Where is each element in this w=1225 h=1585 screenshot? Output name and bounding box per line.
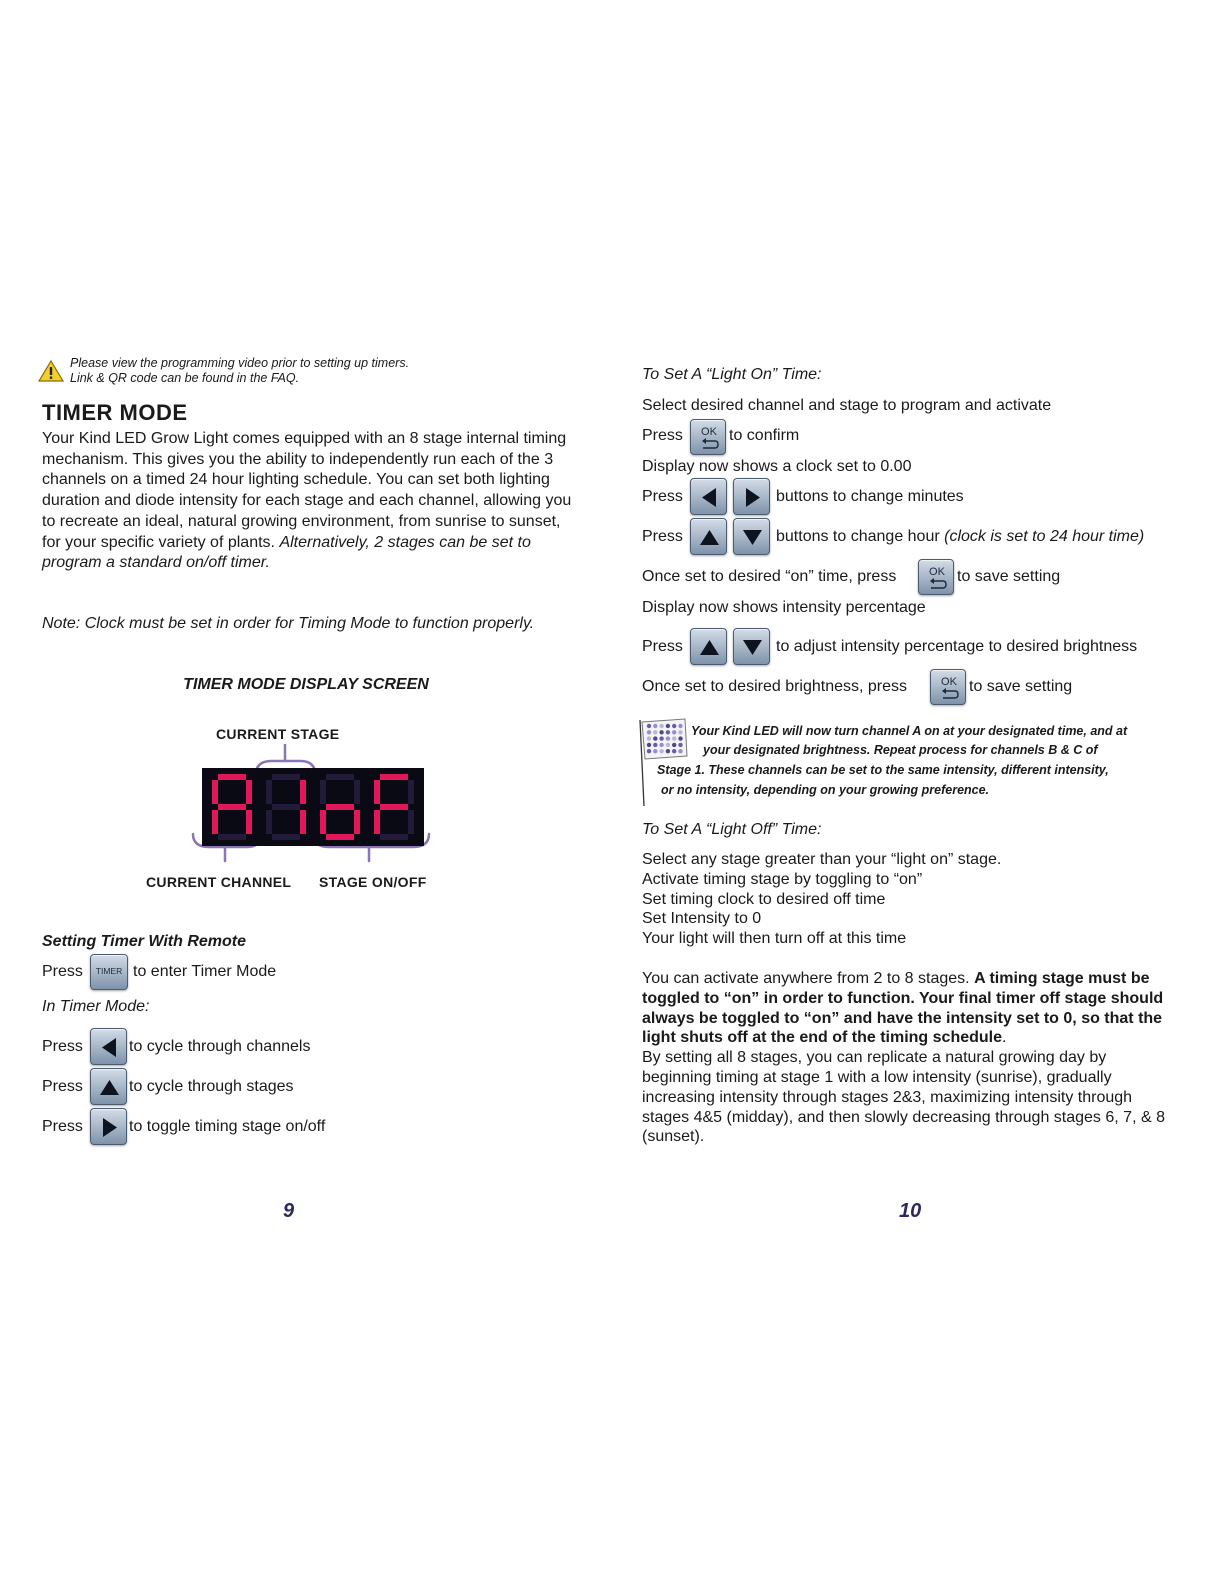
tip-line-3: Stage 1. These channels can be set to the same intensity, different intensity,	[657, 763, 1109, 777]
confirm-text: to confirm	[729, 427, 800, 444]
digit-segment	[320, 810, 326, 834]
warning-note	[70, 356, 409, 386]
ok-key-label: OK	[941, 676, 957, 688]
off-step: Select any stage greater than your “light on” stage.	[642, 851, 1002, 868]
digit-segment	[218, 804, 246, 810]
up-arrow-icon	[691, 519, 728, 556]
right-arrow-key	[90, 1108, 127, 1145]
page-number-left: 9	[283, 1200, 295, 1222]
ok-key	[918, 559, 954, 595]
led-dot	[678, 749, 682, 753]
down-arrow-key	[733, 628, 770, 665]
tip-line-2: your designated brightness. Repeat process for channels B & C of	[703, 743, 1098, 757]
down-arrow-icon	[734, 519, 771, 556]
once-brightness-text: Once set to desired brightness, press	[642, 678, 908, 695]
led-dot	[647, 749, 651, 753]
once-on-time-text: Once set to desired “on” time, press	[642, 568, 897, 585]
change-hour-note: (clock is set to 24 hour time)	[944, 528, 1145, 545]
led-dot	[653, 743, 657, 747]
digit-segment	[354, 810, 360, 834]
press-label: Press	[642, 528, 683, 545]
final-plain-text: You can activate anywhere from 2 to 8 stages.	[642, 970, 970, 987]
down-arrow-icon	[734, 629, 771, 666]
led-dot	[678, 724, 682, 728]
off-step: Set Intensity to 0	[642, 910, 762, 928]
final-paragraph	[642, 969, 1170, 1147]
digit-segment	[246, 780, 252, 804]
led-dot	[678, 743, 682, 747]
ok-key-label: OK	[929, 566, 945, 578]
led-dot	[678, 736, 682, 740]
intro-paragraph	[42, 429, 572, 574]
warning-line-1: Please view the programming video prior to setting up timers.	[70, 356, 410, 370]
press-label: Press	[42, 1078, 83, 1095]
digit-segment	[326, 804, 354, 810]
up-arrow-key	[690, 518, 727, 555]
led-dot	[659, 736, 663, 740]
seven-segment-digits	[202, 768, 424, 846]
led-dot	[653, 749, 657, 753]
led-dot	[659, 743, 663, 747]
in-timer-mode-heading: In Timer Mode:	[42, 998, 150, 1015]
digit-segment	[380, 804, 408, 810]
led-dot	[659, 724, 663, 728]
clock-note: Note: Clock must be set in order for Timing Mode to function properly.	[42, 615, 535, 632]
led-dot	[672, 749, 676, 753]
cycle-channels-text: to cycle through channels	[129, 1038, 311, 1055]
page-number-right: 10	[899, 1200, 922, 1222]
label-stage-onoff: STAGE ON/OFF	[319, 874, 427, 890]
led-dot	[672, 736, 676, 740]
save-setting-text: to save setting	[969, 678, 1073, 695]
change-minutes-text: buttons to change minutes	[776, 488, 964, 505]
ok-key-label: OK	[701, 426, 717, 438]
led-dot	[672, 724, 676, 728]
led-dot	[653, 736, 657, 740]
display-clock-step: Display now shows a clock set to 0.00	[642, 458, 912, 475]
press-label: Press	[42, 1038, 83, 1055]
change-hour-label: buttons to change hour	[776, 528, 940, 545]
up-arrow-key	[90, 1068, 127, 1105]
adjust-intensity-text: to adjust intensity percentage to desired brightness	[776, 638, 1138, 655]
digit-segment	[272, 834, 300, 840]
tip-line-4: or no intensity, depending on your growing preference.	[661, 783, 990, 797]
light-off-heading: To Set A “Light Off” Time:	[642, 821, 822, 838]
digit-segment	[354, 780, 360, 804]
warning-icon	[38, 360, 64, 382]
final-end: .	[1002, 1029, 1007, 1047]
press-label: Press	[42, 963, 83, 980]
press-label: Press	[642, 427, 683, 444]
press-label: Press	[642, 638, 683, 655]
label-current-channel: CURRENT CHANNEL	[146, 874, 292, 890]
left-arrow-key	[90, 1028, 127, 1065]
digit-segment	[300, 780, 306, 804]
right-arrow-key	[733, 478, 770, 515]
toggle-stage-text: to toggle timing stage on/off	[129, 1118, 326, 1135]
press-label: Press	[642, 488, 683, 505]
led-dot	[678, 730, 682, 734]
digit-segment	[272, 774, 300, 780]
ok-key	[930, 669, 966, 705]
tip-line-1: Your Kind LED will now turn channel A on at your designated time, and at	[691, 724, 1128, 738]
light-on-heading: To Set A “Light On” Time:	[642, 366, 822, 383]
led-dot	[672, 743, 676, 747]
display-caption: TIMER MODE DISPLAY SCREEN	[183, 676, 429, 693]
digit-segment	[212, 810, 218, 834]
led-dot	[647, 736, 651, 740]
warning-line-2: Link & QR code can be found in the FAQ.	[70, 371, 300, 385]
ok-return-icon	[919, 560, 955, 596]
off-step: Activate timing stage by toggling to “on”	[642, 870, 923, 888]
led-dot	[647, 743, 651, 747]
led-dot	[659, 730, 663, 734]
digit-segment	[408, 810, 414, 834]
digit-segment	[374, 810, 380, 834]
led-dot	[647, 730, 651, 734]
label-current-stage: CURRENT STAGE	[216, 726, 340, 742]
digit-segment	[326, 834, 354, 840]
led-dot	[666, 743, 670, 747]
down-arrow-key	[733, 518, 770, 555]
timer-key	[90, 954, 128, 990]
digit-segment	[246, 810, 252, 834]
led-dot	[653, 730, 657, 734]
left-arrow-key	[690, 478, 727, 515]
led-dot	[666, 724, 670, 728]
digit-segment	[266, 780, 272, 804]
led-dot	[653, 724, 657, 728]
led-dot	[659, 749, 663, 753]
digit-segment	[212, 780, 218, 804]
digit-segment	[380, 834, 408, 840]
digit-segment	[218, 774, 246, 780]
led-dot	[672, 730, 676, 734]
digit-segment	[408, 780, 414, 804]
up-arrow-icon	[91, 1069, 128, 1106]
right-arrow-icon	[91, 1109, 128, 1146]
digit-segment	[300, 810, 306, 834]
digit-segment	[374, 780, 380, 804]
led-dot	[666, 730, 670, 734]
timer-display-screen	[202, 768, 424, 846]
digit-segment	[272, 804, 300, 810]
up-arrow-icon	[691, 629, 728, 666]
off-step: Set timing clock to desired off time	[642, 890, 886, 908]
press-label: Press	[42, 1118, 83, 1135]
intro-text: Your Kind LED Grow Light comes equipped with an 8 stage internal timing mechanism. This gives you the ability to independently run each of the 3 channels on a timed 24 hour lighting schedule. You can set both lighting duration and diode intensity for each stage and each channel, allowing you to recreate an ideal, natural growing environment, from sunrise to sunset, for your specific variety of plants.	[42, 430, 572, 551]
digit-segment	[218, 834, 246, 840]
left-arrow-icon	[691, 479, 728, 516]
display-intensity-step: Display now shows intensity percentage	[642, 599, 926, 616]
digit-segment	[266, 810, 272, 834]
led-dot	[666, 749, 670, 753]
light-off-steps	[642, 850, 1001, 949]
save-setting-text: to save setting	[957, 568, 1061, 585]
right-arrow-icon	[734, 479, 771, 516]
timer-key-label: TIMER	[95, 966, 123, 976]
ok-return-icon	[691, 420, 727, 456]
off-step: Your light will then turn off at this time	[642, 930, 907, 948]
remote-heading: Setting Timer With Remote	[42, 933, 247, 950]
left-arrow-icon	[91, 1029, 128, 1066]
intro-italic-text: Alternatively, 2 stages can be set to program a standard on/off timer.	[42, 533, 531, 572]
up-arrow-key	[690, 628, 727, 665]
tip-callout	[637, 718, 1187, 806]
led-dot	[647, 724, 651, 728]
ok-return-icon	[931, 670, 967, 706]
enter-timer-text: to enter Timer Mode	[133, 963, 277, 980]
final-bold-text: A timing stage must be toggled to “on” in order to function. Your final timer off stage should always be toggled to “on” and have the intensity set to 0, so that the light shuts off at the end of the timing schedule	[642, 970, 1164, 1047]
cycle-stages-text: to cycle through stages	[129, 1078, 294, 1095]
ok-key	[690, 419, 726, 455]
digit-segment	[320, 780, 326, 804]
led-dot	[666, 736, 670, 740]
select-channel-step: Select desired channel and stage to program and activate	[642, 397, 1052, 414]
digit-segment	[326, 774, 354, 780]
section-title: TIMER MODE	[42, 400, 188, 425]
natural-day-text: By setting all 8 stages, you can replicate a natural growing day by beginning timing at stage 1 with a low intensity (sunrise), gradually increasing intensity through stages 2&3, maximizing intensity through stages 4&5 (midday), and then slowly decreasing through stages 6, 7, & 8 (sunset).	[642, 1049, 1165, 1146]
change-hour-text	[776, 527, 1144, 547]
digit-segment	[380, 774, 408, 780]
